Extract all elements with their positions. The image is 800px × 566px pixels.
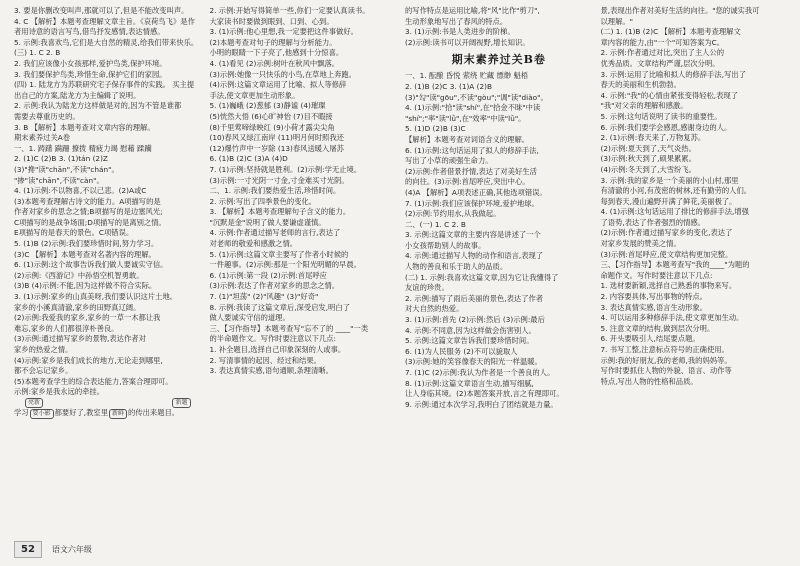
answer-line: (四) 1. 陆龙方为苏联研究宅子保存事件的实践。 买主提 — [14, 80, 195, 90]
answer-line: 3. 表达真情实感,语言生动形象。 — [600, 302, 707, 312]
answer-line: 一、1. 酝酿 昏悦 萦绕 贮藏 缥缈 魁梧 — [405, 71, 529, 81]
answer-line: 6. (1)为人民服务 (2)不可以貌取人 — [405, 346, 518, 356]
answer-line: 命题作文。写作时要注意以下几点: — [600, 270, 713, 280]
answer-line: 对家乡发展的赞美之情。 — [600, 239, 681, 249]
answer-line: 4. 示例:通过描写人物的动作和语言,表现了 — [405, 251, 544, 261]
answer-line: 难忘,家乡的人们都很淳朴善良。 — [14, 323, 119, 333]
answer-line: 出自己的方案,陆龙方为主编辑了说明。 — [14, 90, 141, 100]
answer-line: 1. 选材要新颖,选择自己熟悉的事物来写。 — [600, 281, 737, 291]
answer-line: 5. (1)D (2)B (3)C — [405, 124, 466, 134]
answer-line: 4. C 【解析】本题考查理解文章主旨。《哀荷鸟飞》是作 — [14, 16, 195, 26]
answer-line: 4. 可以运用多种修辞手法,使文章更加生动。 — [600, 313, 744, 323]
answer-line: (3)示例:她像一只快乐的小鸟,在草地上奔跑。 — [209, 69, 356, 79]
answer-line: 了语势,表达了作者强烈的情感。 — [600, 217, 705, 227]
answer-line: 都不会忘记家乡。 — [14, 366, 73, 376]
answer-line: (2)示例:节约用水,从我做起。 — [405, 209, 501, 219]
stamp-right: 新题 — [172, 398, 190, 408]
answer-line: 7. (1)C (2)示例:我认为作者是一个善良的人。 — [405, 368, 555, 377]
answer-line: 3. (1)示例:书是人类进步的阶梯。 — [405, 27, 515, 37]
answer-line: 9. 示例:通过本次学习,我明白了团结就是力量。 — [405, 399, 558, 409]
answer-line: (3)示例:首尾呼应,使文章结构更加完整。 — [600, 249, 733, 259]
answer-line: (4)A 【解析】A项表述正确,其他选项错误。 — [405, 187, 547, 197]
answer-line: (2)示例:读书可以开阔视野,增长知识。 — [405, 37, 530, 47]
answer-line: 小女孩帮助别人的故事。 — [405, 240, 486, 250]
answer-line: (2)示例:作者借景抒情,表达了对美好生活 — [405, 166, 537, 176]
answer-line: 对大自然的热爱。 — [405, 304, 464, 314]
answer-line: (3)B (4)示例:不能,因为这样做不符合实际。 — [14, 281, 157, 291]
answer-line: 特点,写出人物的性格和品质。 — [600, 376, 698, 386]
answer-line: 4. 示例:"我"的心情由紧张变得轻松,表现了 — [600, 90, 739, 100]
answer-line: 3. (1)示例:首先 (2)示例:然后 (3)示例:最后 — [405, 315, 545, 325]
grade-label: 语文六年级 — [51, 544, 92, 554]
answer-line: 2. (1)B (2)C 3. (1)A (2)B — [405, 81, 492, 91]
answer-line: (二) 1. (1)B (2)C 【解析】本题考查理解文 — [600, 27, 741, 37]
answer-line: (3)示例:表达了作者对家乡的思念之情。 — [209, 281, 340, 291]
answer-line: 3. 示例:这篇文章的主要内容是讲述了一个 — [405, 230, 541, 240]
answer-line: 3. (1)示例:家乡的山真美呀,我们要认识这片土地。 — [14, 292, 178, 302]
answer-line: (12)爆竹声中一岁除 (13)春风送暖入屠苏 — [209, 143, 344, 153]
answer-line: 2. (1)示例:春天来了,万物复苏。 — [600, 133, 706, 143]
stamp-row — [14, 398, 202, 408]
answer-line: (2)示例:作者通过描写家乡的变化,表达了 — [600, 228, 733, 238]
answer-line: 5. (1)B (2)示例:我们要珍惜时间,努力学习。 — [14, 239, 159, 249]
answer-line: (4)示例:这篇文章运用了比喻、拟人等修辞 — [209, 80, 347, 90]
answer-line: 期末素养过关A卷 — [14, 133, 71, 143]
answer-line: 的向往。(3)示例:首尾呼应,突出中心。 — [405, 177, 530, 187]
answer-line: 6. (1)示例:这个故事告诉我们做人要诚实守信。 — [14, 260, 168, 270]
answer-line: 友谊的珍贵。 — [405, 283, 449, 293]
answer-line: 2. 示例:作者通过对比,突出了主人公的 — [600, 48, 725, 58]
answer-columns — [14, 6, 788, 536]
answer-line: (4)示例:家乡是我们成长的地方,无论走到哪里, — [14, 355, 163, 365]
answer-line: 写出了小草的顽强生命力。 — [405, 156, 493, 166]
answer-line: 3. 要是你删改变叫声,那就可以了,但是不能改变叫声。 — [14, 6, 189, 15]
answer-line: 6. (1)示例:第一段 (2)示例:首尾呼应 — [209, 270, 327, 280]
tagline-end: 的传出来题目。 — [128, 407, 180, 417]
column-3 — [405, 6, 593, 536]
section-title: 期末素养过关B卷 — [451, 53, 546, 67]
answer-line: 6. 示例:我们要学会感恩,感谢身边的人。 — [600, 122, 732, 132]
answer-line: 生动形象地写出了春风的特点。 — [405, 16, 508, 26]
answer-line: (3)本题考查理解古诗文的能力。A项描写的是 — [14, 196, 161, 206]
answer-line: 3. 【解析】本题考查理解句子含义的能力。 — [209, 207, 351, 217]
column-4 — [601, 6, 789, 536]
answer-line: 景,表现出作者对美好生活的向往。"您的诚实我可 — [600, 6, 760, 15]
answer-line: 7. (1)示例:我们应该保护环境,爱护地球。 — [405, 198, 539, 208]
answer-line: 7. 书写工整,注意标点符号的正确使用。 — [600, 345, 729, 354]
answer-line: (8)千里莺啼绿映红 (9)小荷才露尖尖角 — [209, 122, 335, 132]
answer-line: 4. 示例:不同意,因为这样做会伤害别人。 — [405, 325, 536, 335]
answer-line: 小明的眼睛一下子亮了,他感到十分惊喜。 — [209, 48, 344, 58]
answer-line: 做人要诚实守信的道理。 — [209, 313, 290, 323]
answer-line: 示例:家乡是我永远的牵挂。 — [14, 387, 105, 397]
answer-line: E项描写的是春天的景色。C项错误。 — [14, 228, 134, 238]
footer-tagline — [14, 408, 202, 419]
answer-line: 每到春天,漫山遍野开满了鲜花,美丽极了。 — [600, 196, 737, 206]
answer-line: 4. (1)看见 (2)示例:树叶在秋风中飘落。 — [209, 58, 340, 68]
answer-line: "沉默是金"说明了做人要谦虚谨慎。 — [209, 217, 326, 227]
answer-line: "我"对父亲的理解和感激。 — [600, 101, 688, 111]
answer-line: (3)"搀"读"chān",不读"chán"。 — [14, 164, 119, 174]
answer-line: 有清澈的小河,有茂密的树林,还有勤劳的人们。 — [600, 186, 752, 196]
stamp-left: 亮新 — [25, 398, 43, 408]
answer-line: 二、(一) 1. C 2. B — [405, 219, 466, 229]
tagline-mid: 都要好了,教室里 — [54, 407, 109, 417]
answer-line: (3)示例:通过描写家乡的景物,表达作者对 — [14, 334, 146, 344]
answer-line: C项描写的是战争场面;D项描写的是离别之情。 — [14, 217, 166, 227]
answer-line: 三、【习作指导】本题考查写"我的____"为题的 — [600, 260, 750, 270]
answer-line: (3)C 【解析】本题考查对名著内容的理解。 — [14, 249, 156, 259]
answer-line: 3. 我们要保护鸟类,珍惜生命,保护它们的家园。 — [14, 69, 167, 79]
answer-line: 5. (1)巍峨 (2)葱郁 (3)静谧 (4)璀璨 — [209, 101, 326, 111]
answer-line: 6. 开头要吸引人,结尾要点题。 — [600, 334, 700, 344]
answer-line: 者用诗意的语言写鸟,借鸟抒发感情,表达情感。 — [14, 27, 165, 37]
answer-line: 4. (1)示例:不以物喜,不以己悲。(2)A或C — [14, 186, 147, 196]
answer-line: (2)本题考查对句子的理解与分析能力。 — [209, 37, 337, 47]
answer-line: (二) 1. 示例:我喜欢这篇文章,因为它让我懂得了 — [405, 272, 559, 282]
answer-line: 人物的善良和乐于助人的品质。 — [405, 262, 508, 272]
answer-line: 【解析】本题考查对词语含义的理解。 — [405, 134, 530, 144]
answer-line: 写作时要抓住人物的外貌、语言、动作等 — [600, 366, 732, 376]
answer-line: 1. 补全题目,选择自己印象深刻的人或事。 — [209, 345, 346, 354]
answer-line: (3)示例:一寸光阴一寸金,寸金难买寸光阴。 — [209, 175, 349, 185]
answer-line: 4. 示例:作者通过描写老师的言行,表达了 — [209, 228, 341, 238]
answer-line: 章内容的能力,由"一个"可知答案为C。 — [600, 37, 725, 47]
answer-line: 2. 示例:写出了四季景色的变化。 — [209, 196, 317, 206]
answer-line: (5)本题考查学生的综合表达能力,答案合理即可。 — [14, 376, 173, 386]
tagline-stamp: 要小影 — [30, 409, 54, 419]
answer-line: (5)恍然大悟 (6)心旷神怡 (7)目不暇接 — [209, 111, 333, 121]
answer-line: 家乡的小溪真清澈,家乡的田野真辽阔。 — [14, 302, 141, 312]
answer-line: 作者对家乡的思念之情;B项描写的是边塞风光; — [14, 207, 163, 217]
answer-line: 2. (1)C (2)B 3. (1)tán (2)Z — [14, 154, 108, 164]
answer-line: 的写作特点是运用比喻,将"风"比作"剪刀", — [405, 6, 540, 15]
answer-line: (2)示例:《西游记》中孙悟空机智勇敢。 — [14, 270, 144, 280]
page-number: 52 — [14, 541, 42, 558]
answer-line: 3. B 【解析】本题考查对文章内容的理解。 — [14, 122, 155, 132]
answer-line: 6. (1)B (2)C (3)A (4)D — [209, 154, 288, 164]
answer-line: "shí";"率"读"lǜ",在"效率"中读"lǜ"。 — [405, 113, 526, 123]
column-1 — [14, 6, 202, 536]
column-2 — [210, 6, 398, 536]
answer-line: 4. (1)示例:这句话运用了排比的修辞手法,增强 — [600, 207, 749, 217]
answer-line: 5. 注意文章的结构,做到层次分明。 — [600, 323, 715, 333]
answer-line: 4. (1)示例:"拾"读"shí",在"拾金不昧"中读 — [405, 103, 541, 113]
answer-line: 2. 示例:开始写得简单一些,你们一定要认真读书。 — [209, 6, 370, 15]
answer-line: 以理解。" — [600, 16, 634, 26]
answer-line: 2. 示例:我认为陆龙方这样做是对的,因为不管是谁都 — [14, 101, 182, 111]
answer-line: 3. (1)示例:他心里想,我一定要把这件事做好。 — [209, 27, 358, 37]
answer-line: 8. (1)示例:这篇文章语言生动,描写细腻, — [405, 378, 534, 388]
tagline-pre: 学习 — [14, 407, 29, 417]
answer-line: 三、【习作指导】本题考查写"忘不了的 ____"一类 — [209, 323, 369, 333]
answer-line: "掺"读"chān",不读"càn"。 — [14, 175, 104, 185]
answer-line: (2)示例:我爱我的家乡,家乡的一草一木都让我 — [14, 313, 161, 323]
answer-line: 二、1. 示例:我们要热爱生活,珍惜时间。 — [209, 186, 341, 196]
answer-line: 2. 示例:描写了雨后美丽的景色,表达了作者 — [405, 293, 544, 303]
answer-line: 让人身临其境。(2)本题答案开放,言之有理即可。 — [405, 389, 564, 399]
answer-line: (3)示例:她的笑容像春天的阳光一样温暖。 — [405, 357, 542, 367]
answer-line: 2. 内容要具体,写出事物的特点。 — [600, 292, 707, 302]
tagline-stamp-2: 新鲜 — [109, 409, 127, 419]
answer-line: 春天的美丽和生机勃勃。 — [600, 80, 681, 90]
answer-line: 8. 示例:我读了这篇文章后,深受启发,明白了 — [209, 302, 350, 312]
answer-line: (三) 1. C 2. B — [14, 48, 61, 58]
page-footer — [14, 538, 788, 560]
answer-line: (3)"勾"读"gōu",不读"gòu";"调"读"diào"。 — [405, 92, 548, 102]
answer-line: 7. (1)"坦荡" (2)"风趣" (3)"好奇" — [209, 292, 319, 302]
answer-line: 5. 示例:这篇文章告诉我们要珍惜时间。 — [405, 336, 534, 346]
answer-line: (2)示例:夏天到了,天气炎热。 — [600, 143, 696, 153]
answer-line: 优秀品质。文章结构严谨,层次分明。 — [600, 58, 720, 68]
answer-line: 需要去尊重历史的。 — [14, 111, 80, 121]
answer-line: 家乡的热爱之情。 — [14, 345, 73, 354]
answer-line: 大家读书时要做到眼到、口到、心到。 — [209, 16, 334, 26]
answer-line: (3)示例:秋天到了,硕果累累。 — [600, 154, 696, 164]
answer-line: 6. (1)示例:这句话运用了拟人的修辞手法, — [405, 145, 539, 155]
answer-line: 3. 示例:我的家乡是一个美丽的小山村,那里 — [600, 175, 739, 185]
answer-line: 2. 写清事情的起因、经过和结果。 — [209, 355, 321, 365]
answer-line: 5. 示例:我喜欢鸟,它们是大自然的精灵,给我们带来快乐。 — [14, 37, 199, 47]
answer-line: 3. 表达真情实感,语句通顺,条理清晰。 — [209, 366, 333, 376]
answer-line: 的半命题作文。写作时要注意以下几点: — [209, 334, 337, 344]
answer-line: 手法,使文章更加生动形象。 — [209, 90, 300, 100]
answer-line: (4)示例:冬天到了,大雪纷飞。 — [600, 164, 696, 174]
answer-line: 5. (1)示例:这篇文章主要写了作者小时候的 — [209, 249, 349, 259]
answer-line: 一、1. 踌躇 蹒跚 撩拨 精疲力竭 慰藉 蹂躏 — [14, 143, 152, 153]
answer-line: 一件趣事。(2)示例:那是一个阳光明媚的早晨。 — [209, 260, 361, 270]
answer-line: 2. 我们应该像小女孩那样,爱护鸟类,保护环境。 — [14, 58, 167, 68]
answer-line: 7. (1)示例:坚持就是胜利。(2)示例:学无止境。 — [209, 164, 362, 174]
answer-line: 对老师的敬爱和感激之情。 — [209, 239, 298, 249]
answer-line: 5. 示例:这句话说明了读书的重要性。 — [600, 111, 722, 121]
answer-line: 示例:我的好朋友,我的老师,我的妈妈等。 — [600, 355, 732, 365]
answer-line: (10)春风又绿江南岸 (11)明月何时照我还 — [209, 133, 344, 143]
answer-line: 3. 示例:运用了比喻和拟人的修辞手法,写出了 — [600, 69, 746, 79]
